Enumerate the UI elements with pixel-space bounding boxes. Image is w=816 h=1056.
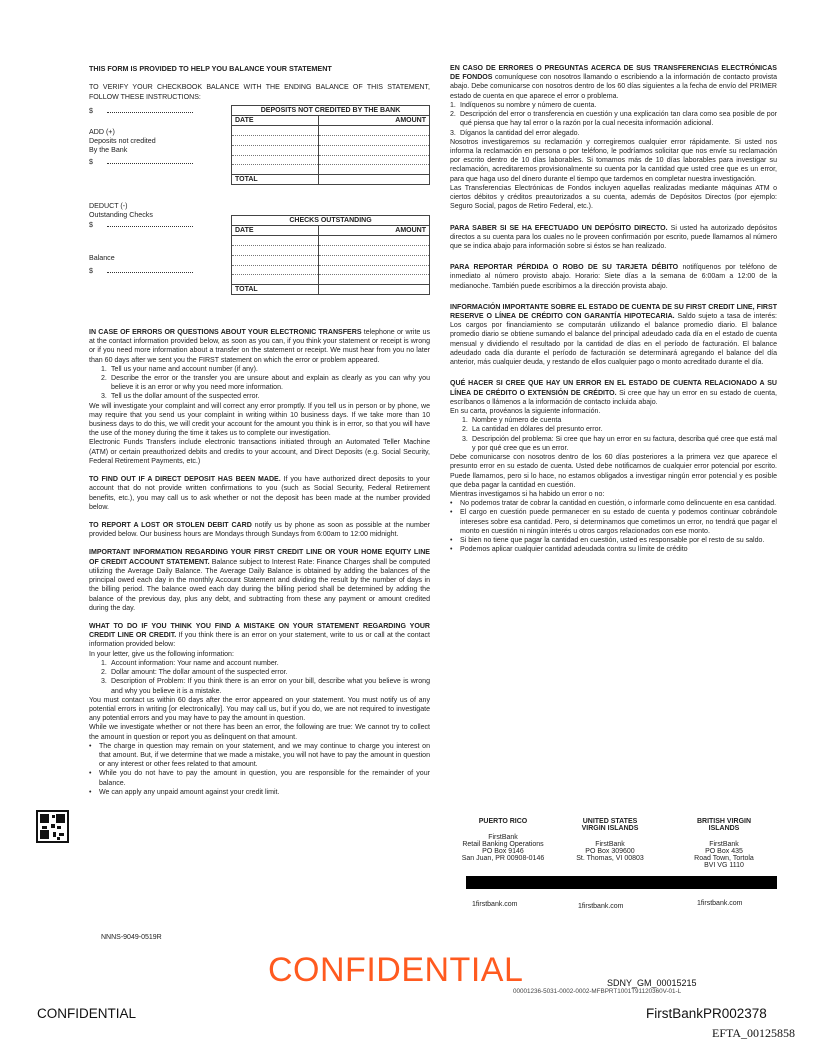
section-transferencias: EN CASO DE ERRORES O PREGUNTAS ACERCA DE SUS TRANSFERENCIAS ELECTRÓNICAS DE FONDOS comuníquese con nosotros llamando o escribiendo a la información de contacto provista abajo. Debe comunicarse con nosotros dentro de los 60 días siguientes a la fecha de envío del PRIMER estado de cuenta en que aparece el error o problema. 1. Indíquenos su nombre y número de cuenta. 2. Descripción del error o transferencia en cuestión y una explicación tan clara como sea posible de por qué piensa que hay tal error o la razón por la cual necesita información adicional. 3. Díganos la cantidad del error alegado. Nosotros investigaremos su reclamación y corregiremos cualquier error rápidamente. Si usted nos informa la reclamación en persona o por teléfono, le podríamos solicitar que nos envíe su reclamación por escrito dentro de 10 días laborables. Si tomamos más de 10 días laborables para investigar su reclamación, acreditaremos provisionalmente su cuenta por la cantidad que usted cree que es un error, para que haga uso del dinero durante el tiempo que tardemos en completar nuestra investigación. Las Transferencias Electrónicas de Fondos incluyen aquellas realizadas mediante máquinas ATM o ciertos débitos y créditos preautorizados a su cuenta, además de Depósitos Directos (por ejemplo: Seguro Social, pagos de Retiro Federal, etc.). (450, 65, 777, 211)
list-item: • Si bien no tiene que pagar la cantidad en cuestión, usted es responsable por el resto de su saldo. (450, 537, 765, 545)
by-bank-label: By the Bank (89, 145, 128, 154)
section-error-credito: QUÉ HACER SI CREE QUE HAY UN ERROR EN EL ESTADO DE CUENTA RELACIONADO A SU LÍNEA DE CRÉDITO O EXTENSIÓN DE CRÉDITO. Si cree que hay un error en su estado de cuenta, escríbanos o llámenos a la información de contacto incluida abajo. En su carta, provéanos la siguiente información. 1. Nombre y número de cuenta 2. La cantidad en dólares del presunto error. 3. Descripción del problema: Si cree que hay un error en su factura, describa qué cree que está mal y por qué cree que es un error. Debe comunicarse con nosotros dentro de los 60 días posteriores a la primera vez que aparece el presunto error en su estado de cuenta. Usted debe notificarnos de cualquier error potencial por escrito. Puede llamarnos, pero si lo hace, no estamos obligados a investigar ningún error potencial y es posible que deba pagar la cantidad en cuestión. Mientras investigamos si ha habido un error o no: • No podemos tratar de cobrar la cantidad en cuestión, o informarle como delincuente en esa cantidad. • El cargo en cuestión puede permanecer en su estado de cuenta y podemos continuar cobrándole intereses sobre esa cantidad. Pero, si determinamos que cometimos un error, no tendrá que pagar el monto en cuestión ni ningún interés u otros cargos relacionados con ese monto. • Si bien no tiene que pagar la cantidad en cuestión, usted es responsable por el resto de su saldo. • Podemos aplicar cualquier cantidad adeudada contra su límite de crédito (450, 380, 777, 554)
total-label: TOTAL (232, 175, 319, 185)
web-link-pr[interactable]: 1firstbank.com (472, 901, 518, 908)
list-item: 3. Descripción del problema: Si cree que hay un error en su factura, describa qué cree que está mal y por qué cree que es un error. (462, 435, 777, 452)
location-puerto-rico: PUERTO RICO FirstBank Retail Banking Operations PO Box 9146 San Juan, PR 00908-0146 (461, 818, 545, 862)
section-deposito-directo: PARA SABER SI SE HA EFECTUADO UN DEPÓSITO DIRECTO. Si usted ha autorizado depósitos directos a su cuenta para los cuales no le proveen confirmación por escrito, puede llamarnos al número que se indica abajo para información sobre si éstos se han realizado. (450, 224, 777, 250)
location-bvi: BRITISH VIRGIN ISLANDS FirstBank PO Box 435 Road Town, Tortola BVI VG 1110 (694, 818, 754, 869)
web-link-bvi[interactable]: 1firstbank.com (697, 900, 743, 907)
section-linea-credito-info: INFORMACIÓN IMPORTANTE SOBRE EL ESTADO DE CUENTA DE SU FIRST CREDIT LINE, FIRST RESERVE O LÍNEA DE CRÉDITO CON GARANTÍA HIPOTECARIA. Saldo sujeto a tasa de interés: Los cargos por financiamiento se computarán utilizando el balance promedio diario. El balance promedio diario se obtiene sumando el balance del principal adeudado cada día en el estado de cuenta mensual y dividiendo el resultado por la cantidad de días en el período de facturación. El balance adeudado cada día durante el período de facturación se determinará agregando el balance del día anterior, más cualquier deuda, y restando de ellos cualquier pago o monto acreditado durante el día. (450, 303, 777, 367)
list-item: • The charge in question may remain on your statement, and we may continue to charge you interest on that amount. But, if we determine that we made a mistake, you will not have to pay the amount in question or any interest or other fees related to that amount. (89, 742, 430, 769)
checks-table (231, 215, 430, 295)
form-intro: TO VERIFY YOUR CHECKBOOK BALANCE WITH THE ENDING BALANCE OF THIS STATEMENT, FOLLOW THESE INSTRUCTIONS: (89, 84, 430, 101)
balance-form (89, 106, 430, 328)
firstbank-bates: FirstBankPR002378 (646, 1006, 767, 1021)
checks-amount-line: $ (89, 220, 193, 230)
spanish-column (450, 64, 777, 555)
list-item: • No podemos tratar de cobrar la cantidad en cuestión, o informarle como delincuente en esa cantidad. (450, 500, 777, 508)
list-item: 1. Tell us your name and account number (if any). (101, 365, 258, 373)
document-code: 00001236-5031-0002-0002-MFBPRT1001T91120360V-01-L (513, 988, 682, 995)
confidential-footer: CONFIDENTIAL (37, 1006, 137, 1021)
col-amount: AMOUNT (319, 116, 430, 126)
section-electronic-transfers: IN CASE OF ERRORS OR QUESTIONS ABOUT YOUR ELECTRONIC TRANSFERS telephone or write us at the contact information provided below, as soon as you can, if you think your statement or receipt is wrong or if you need more information about a transfer on the statement or receipt. We must hear from you no later than 60 days after we sent you the FIRST statement on which the error or problem appeared. 1. Tell us your name and account number (if any). 2. Describe the error or the transfer you are unsure about and explain as clearly as you can why you believe it is an error or why you need more information. 3. Tell us the dollar amount of the suspected error. We will investigate your complaint and will correct any error promptly. If you tell us in person or by phone, we may require that you send us your complaint in writing within 10 business days. If we take more than 10 business days to do this, we will credit your account for the amount you think is in error, so that you will have the use of the money during the time it takes us to complete our investigation. Electronic Funds Transfers include electronic transactions initiated through an Automated Teller Machine (ATM) or certain preauthorized debits and credits to your account, and Direct Deposits (e.g. Social Security, Federal Retirement Payments, etc.) (89, 328, 430, 465)
list (89, 659, 430, 696)
list-item: 1. Nombre y número de cuenta (462, 417, 562, 425)
list-item: • We can apply any unpaid amount against your credit limit. (89, 788, 280, 796)
sdny-bates: SDNY_GM_00015215 (607, 978, 697, 988)
section-credit-line-info: IMPORTANT INFORMATION REGARDING YOUR FIRST CREDIT LINE OR YOUR HOME EQUITY LINE OF CREDIT ACCOUNT STATEMENT. Balance subject to Interest Rate: Finance Charges shall be computed utilizing the Average Daily Balance. The Average Daily Balance is obtained by adding the balances of the principal owed each day in the monthly Account Statement and dividing the result by the number of days in the billing period. The balance owed each day during the billing period shall be determined by adding the balance of the previous day, plus any debt, and subtracting from these any payment or amount credited during the day. (89, 549, 431, 612)
deposits-label: Deposits not credited (89, 136, 156, 145)
col-date: DATE (232, 116, 319, 126)
location-usvi: UNITED STATES VIRGIN ISLANDS FirstBank PO Box 309600 St. Thomas, VI 00803 (576, 818, 644, 862)
redaction-bar (466, 876, 777, 889)
starting-balance-line: $ (89, 106, 193, 116)
list-item: 2. Descripción del error o transferencia en cuestión y una explicación tan clara como sea posible de por qué piensa que hay tal error o la razón por la cual necesita información adicional. (450, 111, 777, 128)
list-item: 3. Díganos la cantidad del error alegado. (450, 129, 580, 137)
section-direct-deposit: TO FIND OUT IF A DIRECT DEPOSIT HAS BEEN MADE. If you have authorized direct deposits to your account that do not provide written confirmations to you (such as Social Security, Federal Retirement benefits, etc.), you may call us to ask whether or not the deposit has been made at the number provided below. (89, 476, 430, 511)
deduct-label: DEDUCT (-) (89, 201, 128, 210)
english-column (89, 64, 430, 797)
form-title: THIS FORM IS PROVIDED TO HELP YOU BALANCE YOUR STATEMENT (89, 64, 332, 73)
col-amount: AMOUNT (319, 226, 430, 236)
section-tarjeta-debito: PARA REPORTAR PÉRDIDA O ROBO DE SU TARJETA DÉBITO notifíquenos por teléfono de inmediato al número provisto abajo. Horario: Siete días a la semana de 6:00am a 12:00 de la medianoche. También puede escribirnos a la dirección provista abajo. (450, 264, 777, 290)
efta-bates: EFTA_00125858 (712, 1026, 796, 1040)
form-code: NNNS-9049-0519R (101, 934, 162, 941)
list (450, 416, 777, 453)
list (89, 742, 430, 797)
balance-label: Balance (89, 253, 115, 262)
total-label: TOTAL (232, 285, 319, 295)
list-item: 1. Account information: Your name and account number. (101, 659, 279, 667)
list-item: 2. La cantidad en dólares del presunto error. (462, 426, 603, 434)
section-credit-mistake: WHAT TO DO IF YOU THINK YOU FIND A MISTAKE ON YOUR STATEMENT REGARDING YOUR CREDIT LINE OR CREDIT. If you think there is an error on your statement, write to us or call at the contact information provided below: In your letter, give us the following information: 1. Account information: Your name and account number. 2. Dollar amount: The dollar amount of the suspected error. 3. Description of Problem: If you think there is an error on your bill, describe what you believe is wrong and why you believe it is a mistake. You must contact us within 60 days after the error appeared on your statement. You must notify us of any potential errors in writing [or electronically]. You may call us, but if you do, we are not required to investigate any potential errors and you may have to pay the amount in question. While we investigate whether or not there has been an error, the following are true: We cannot try to collect the amount in question or report you as delinquent on that amount. • The charge in question may remain on your statement, and we may continue to charge you interest on that amount. But, if we determine that we made a mistake, you will not have to pay the amount in question or any interest or other fees related to that amount. • While you do not have to pay the amount in question, you are responsible for the remainder of your balance. • We can apply any unpaid amount against your credit limit. (89, 622, 430, 796)
qr-code-icon (36, 810, 69, 843)
add-label: ADD (+) (89, 127, 115, 136)
list-item: • While you do not have to pay the amount in question, you are responsible for the remainder of your balance. (89, 770, 430, 787)
list-item: 3. Description of Problem: If you think there is an error on your bill, describe what you believe is wrong and why you believe it is a mistake. (101, 678, 430, 695)
web-link-usvi[interactable]: 1firstbank.com (578, 903, 624, 910)
list (450, 499, 777, 554)
section-lost-card: TO REPORT A LOST OR STOLEN DEBIT CARD notify us by phone as soon as possible at the number provided below. Our business hours are Mondays through Sundays from 6:00am to 12:00 midnight. (89, 522, 430, 539)
list-item: 2. Describe the error or the transfer you are unsure about and explain as clearly as you can why you believe it is an error or why you need more information. (101, 374, 430, 392)
checks-table-title: CHECKS OUTSTANDING (232, 215, 430, 225)
list (450, 101, 777, 138)
col-date: DATE (232, 226, 319, 236)
deposits-table (231, 105, 430, 185)
deposits-table-title: DEPOSITS NOT CREDITED BY THE BANK (232, 105, 430, 115)
deposits-amount-line: $ (89, 157, 193, 167)
confidential-stamp: CONFIDENTIAL (268, 951, 524, 989)
list-item: 2. Dollar amount: The dollar amount of the suspected error. (101, 669, 288, 677)
balance-amount-line: $ (89, 266, 193, 276)
outstanding-checks-label: Outstanding Checks (89, 210, 153, 219)
list-item: 1. Indíquenos su nombre y número de cuenta. (450, 101, 597, 109)
list-item: • Podemos aplicar cualquier cantidad adeudada contra su límite de crédito (450, 546, 688, 554)
list-item: • El cargo en cuestión puede permanecer en su estado de cuenta y podemos continuar cobrándole intereses sobre esa cantidad. Pero, si determinamos que cometimos un error, no tendrá que pagar el monto en cuestión ni ningún interés u otros cargos relacionados con ese monto. (450, 509, 777, 535)
list (89, 365, 430, 402)
list-item: 3. Tell us the dollar amount of the suspected error. (101, 393, 260, 401)
